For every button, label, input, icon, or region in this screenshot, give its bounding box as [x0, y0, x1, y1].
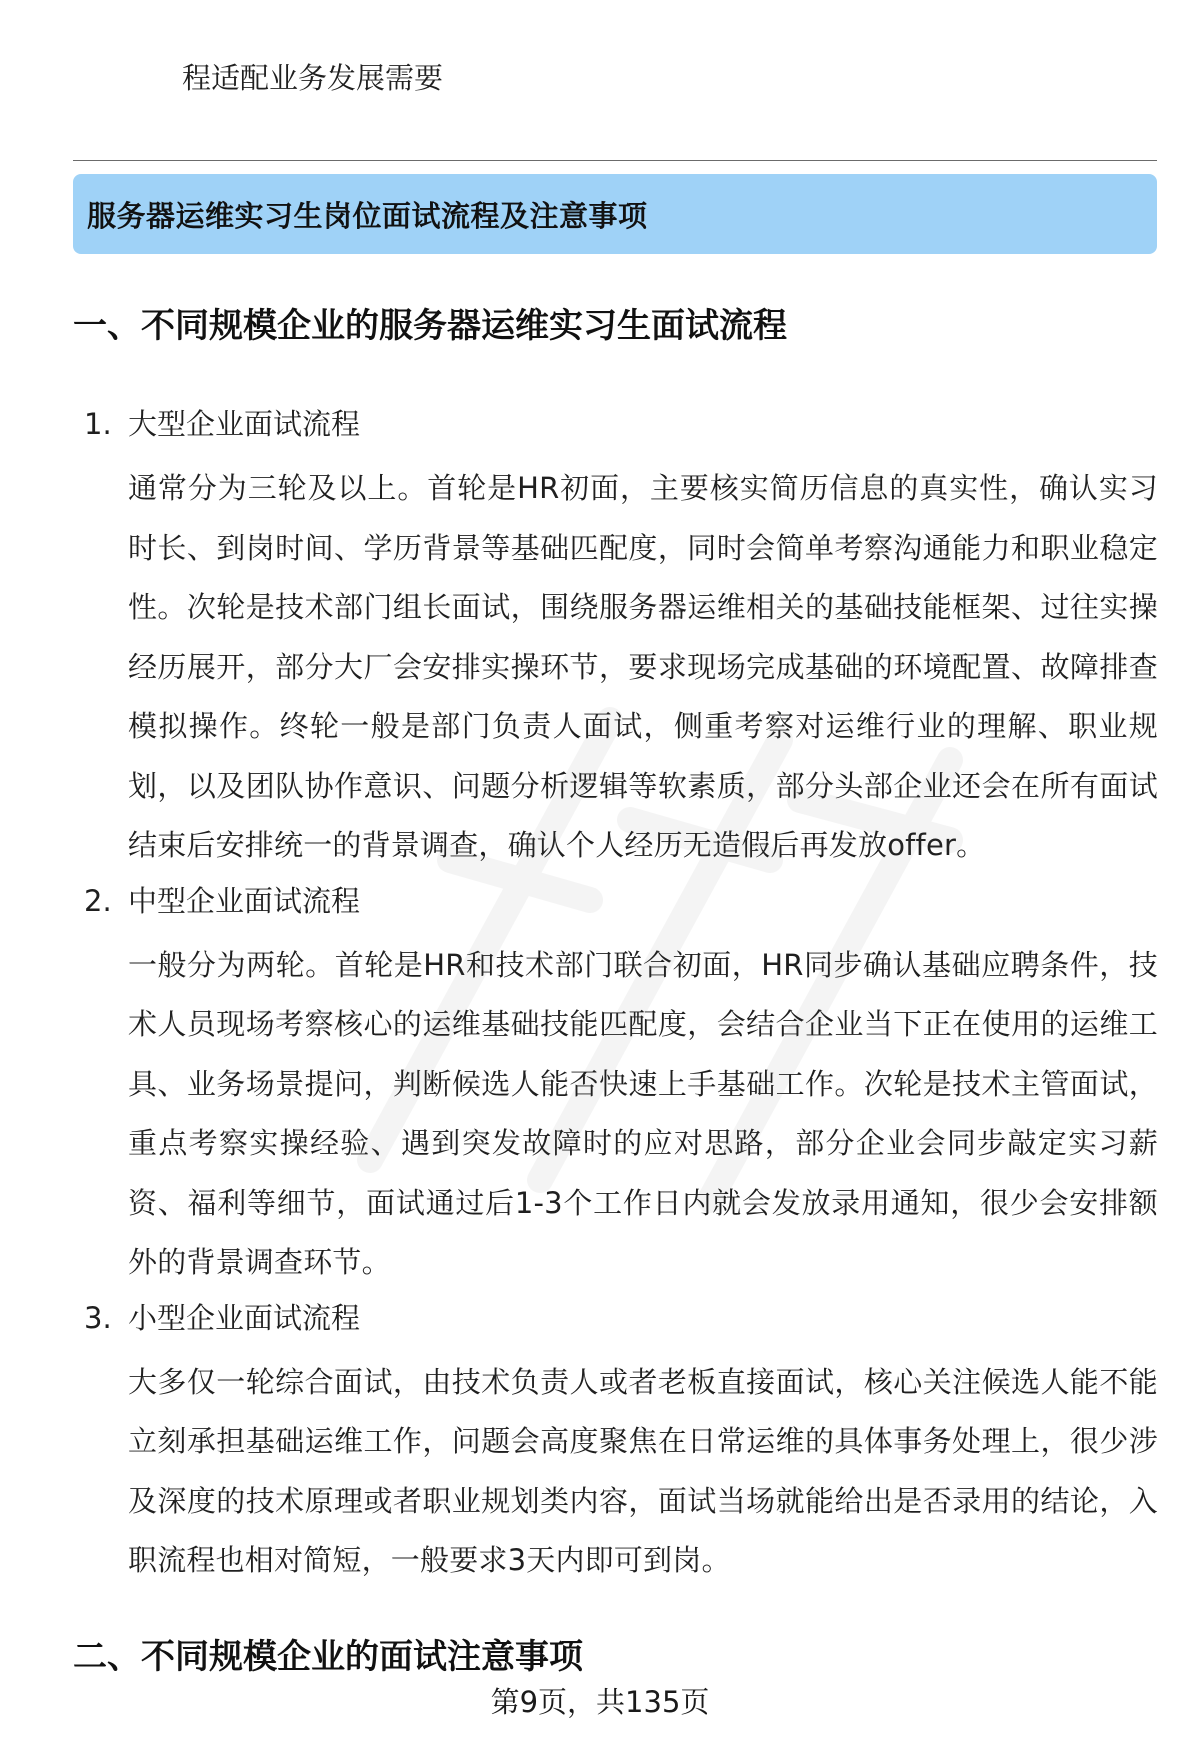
list-item-number: 2. [84, 883, 112, 918]
section-heading-2: 二、不同规模企业的面试注意事项 [73, 1637, 583, 1677]
list-item-body: 一般分为两轮。首轮是HR和技术部门联合初面，HR同步确认基础应聘条件，技术人员现场考察核心的运维基础技能匹配度，会结合企业当下正在使用的运维工具、业务场景提问，判断候选人能否快速上手基础工作。次轮是技术主管面试，重点考察实操经验、遇到突发故障时的应对思路，部分企业会同步敲定实习薪资、福利等细节，面试通过后1-3个工作日内就会发放录用通知，很少会安排额外的背景调查环节。 [128, 947, 1158, 1279]
page-number: 第9页，共135页 [490, 1685, 710, 1719]
list-item-number: 3. [84, 1300, 112, 1335]
list-item-body: 大多仅一轮综合面试，由技术负责人或者老板直接面试，核心关注候选人能不能立刻承担基础运维工作，问题会高度聚焦在日常运维的具体事务处理上，很少涉及深度的技术原理或者职业规划类内容，面试当场就能给出是否录用的结论，入职流程也相对简短，一般要求3天内即可到岗。 [128, 1364, 1158, 1577]
continuation-text: 程适配业务发展需要 [182, 61, 444, 95]
process-list [84, 399, 1164, 1591]
section-heading-1: 一、不同规模企业的服务器运维实习生面试流程 [73, 306, 787, 346]
list-item-title: 大型企业面试流程 [128, 407, 361, 441]
list-item-title: 中型企业面试流程 [128, 883, 361, 918]
list-item-number: 1. [84, 407, 112, 441]
list-item [84, 399, 1164, 876]
list-item [84, 876, 1164, 1293]
divider [73, 160, 1157, 161]
title-banner [73, 174, 1157, 254]
list-item-body: 通常分为三轮及以上。首轮是HR初面，主要核实简历信息的真实性，确认实习时长、到岗时间、学历背景等基础匹配度，同时会简单考察沟通能力和职业稳定性。次轮是技术部门组长面试，围绕服务器运维相关的基础技能框架、过往实操经历展开，部分大厂会安排实操环节，要求现场完成基础的环境配置、故障排查模拟操作。终轮一般是部门负责人面试，侧重考察对运维行业的理解、职业规划，以及团队协作意识、问题分析逻辑等软素质，部分头部企业还会在所有面试结束后安排统一的背景调查，确认个人经历无造假后再发放offer。 [128, 471, 1158, 862]
list-item [84, 1293, 1164, 1591]
list-item-title: 小型企业面试流程 [128, 1300, 361, 1335]
banner-title: 服务器运维实习生岗位面试流程及注意事项 [87, 198, 648, 233]
